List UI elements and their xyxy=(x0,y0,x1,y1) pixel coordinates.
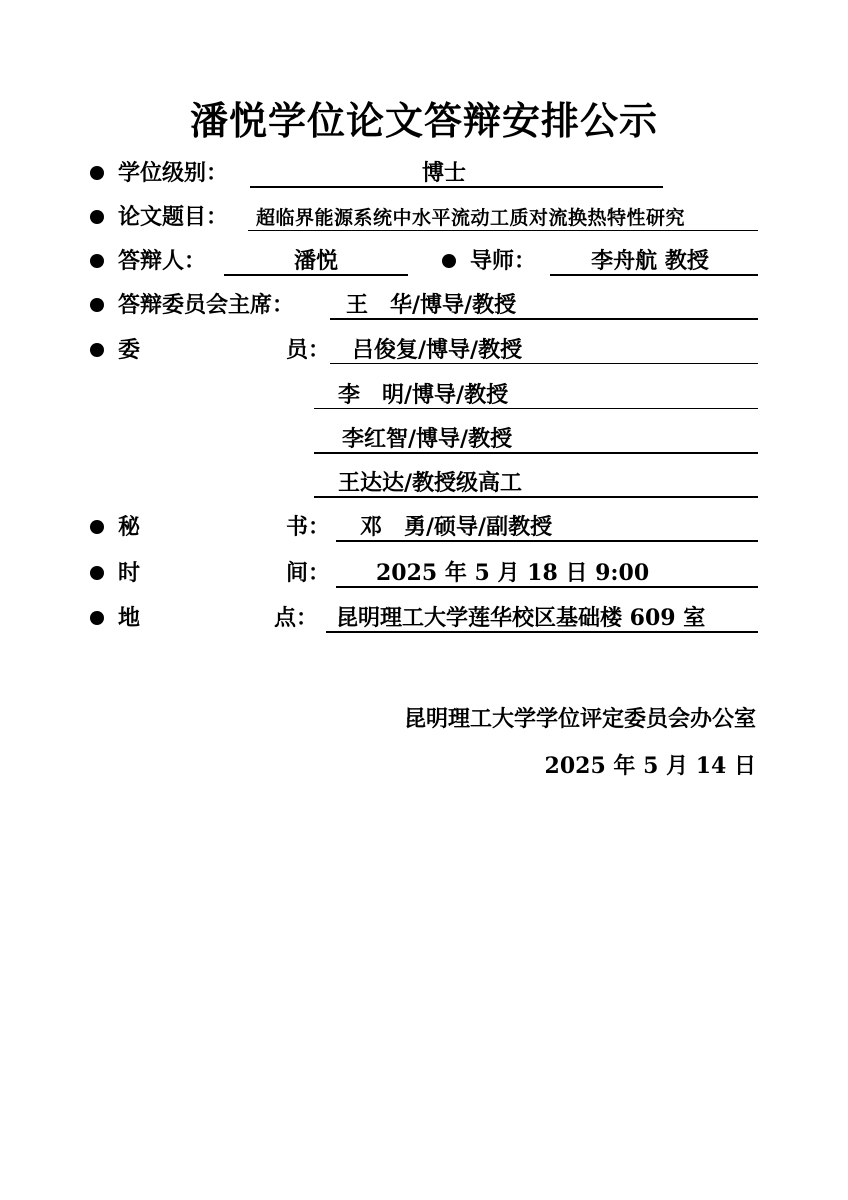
member-value-2: 李 明/博导/教授 xyxy=(338,382,509,408)
secretary-label-right: 书： xyxy=(286,514,331,540)
place-value: 昆明理工大学莲华校区基础楼 609 室 xyxy=(336,605,706,631)
time-label-left: 时 xyxy=(118,560,141,586)
members-label-right: 员： xyxy=(286,337,331,363)
bullet-icon xyxy=(90,566,104,580)
members-label-left: 委 xyxy=(118,337,141,363)
member-value-1: 吕俊复/博导/教授 xyxy=(352,337,523,363)
time-value: 2025 年 5 月 18 日 9:00 xyxy=(376,560,650,586)
page-title: 潘悦学位论文答辩安排公示 xyxy=(189,99,658,143)
defender-label: 答辩人： xyxy=(118,248,207,274)
bullet-icon xyxy=(90,520,104,534)
time-label-right: 间： xyxy=(286,560,331,586)
secretary-value: 邓 勇/硕导/副教授 xyxy=(360,514,553,540)
degree-value: 博士 xyxy=(421,160,466,186)
member-value-3: 李红智/博导/教授 xyxy=(342,426,513,452)
bullet-icon xyxy=(90,343,104,357)
bullet-icon xyxy=(90,298,104,312)
bullet-icon xyxy=(90,611,104,625)
member-value-4: 王达达/教授级高工 xyxy=(338,470,523,496)
advisor-label: 导师： xyxy=(470,248,537,274)
chair-label: 答辩委员会主席： xyxy=(118,292,295,318)
bullet-icon xyxy=(90,254,104,268)
thesis-label: 论文题目： xyxy=(118,204,229,230)
defender-value: 潘悦 xyxy=(293,248,338,274)
bullet-icon xyxy=(90,210,104,224)
degree-label: 学位级别： xyxy=(118,160,229,186)
secretary-label-left: 秘 xyxy=(118,514,141,540)
bullet-icon xyxy=(90,166,104,180)
issuing-office: 昆明理工大学学位评定委员会办公室 xyxy=(403,706,756,732)
issue-date: 2025 年 5 月 14 日 xyxy=(544,753,756,779)
place-label-right: 点： xyxy=(274,605,319,631)
place-label-left: 地 xyxy=(118,605,141,631)
chair-value: 王 华/博导/教授 xyxy=(346,292,517,318)
bullet-icon xyxy=(442,254,456,268)
thesis-value: 超临界能源系统中水平流动工质对流换热特性研究 xyxy=(256,207,686,229)
advisor-value: 李舟航 教授 xyxy=(591,248,709,274)
